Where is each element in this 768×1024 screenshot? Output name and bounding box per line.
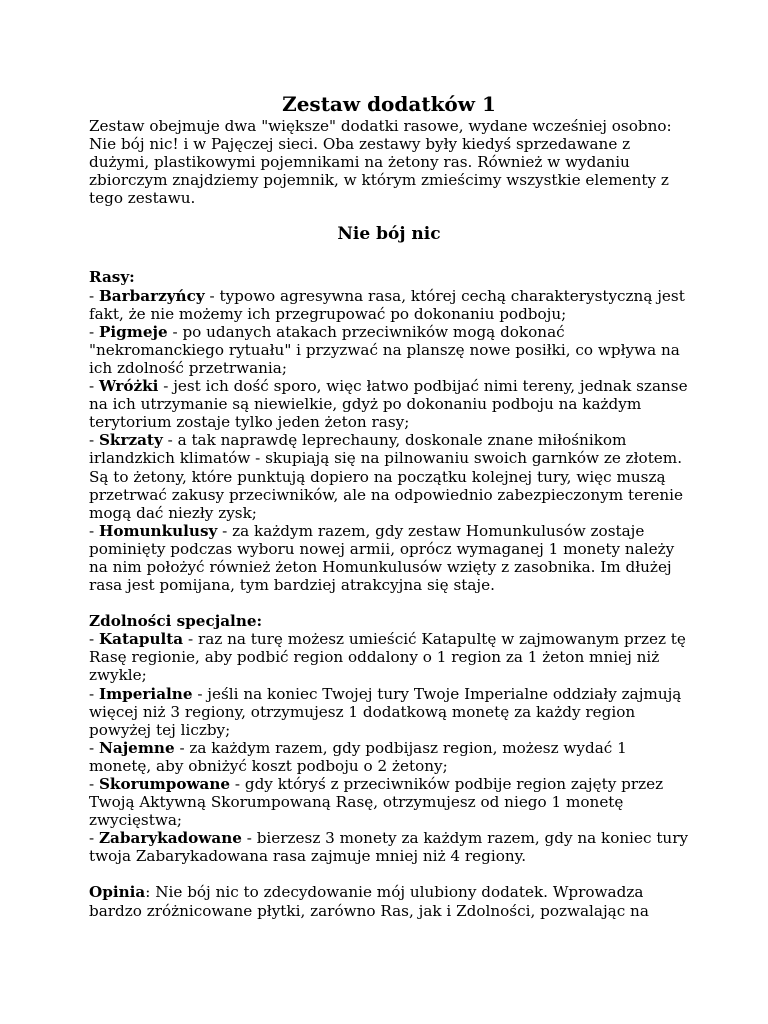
power-name: Imperialne [98,684,193,703]
intro-paragraph: Zestaw obejmuje dwa "większe" dodatki rasowe, wydane wcześniej osobno: Nie bój nic! i w Pajęczej sieci. Oba zestawy były kiedyś sprzedawane z dużymi, plastikowymi pojemnikami na żetony ras. Również w wydaniu zbiorczym znajdziemy pojemnik, w którym zmieścimy wszystkie elementy z tego zestawu. [89,117,672,208]
power-name: Najemne [98,738,175,757]
race-name: Wróżki [98,377,159,396]
race-name: Homunkulusy [98,521,218,540]
power-description: - raz na turę możesz umieścić Katapultę w zajmowanym przez tę Rasę regionie, aby podbić region oddalony o 1 region za 1 żeton mniej niż zwykle; [89,630,686,685]
race-description: - a tak naprawdę leprechauny, doskonale znane miłośnikom irlandzkich klimatów - skupiają się na pilnowaniu swoich garnków ze złotem. Są to żetony, które punktują dopiero na początku kolejnej tury, więc muszą przetrwać zakusy przeciwników, ale na odpowiednio zabezpieczonym terenie mogą dać niezły zysk; [89,431,683,522]
races-section [89,268,689,594]
list-item: - Skrzaty - a tak naprawdę leprechauny, doskonale znane miłośnikom irlandzkich klimatów - skupiają się na pilnowaniu swoich garnków ze złotem. Są to żetony, które punktują dopiero na początku kolejnej tury, więc muszą przetrwać zakusy przeciwników, ale na odpowiednio zabezpieczonym terenie mogą dać niezły zysk; [89,431,683,522]
powers-section [89,612,689,865]
power-description: - gdy któryś z przeciwników podbije region zajęty przez Twoją Aktywną Skorumpowaną Rasę, otrzymujesz od niego 1 monetę zwycięstwa; [89,775,664,830]
list-item: - Zabarykadowane - bierzesz 3 monety za każdym razem, gdy na koniec tury twoja Zabarykadowana rasa zajmuje mniej niż 4 regiony. [89,829,689,866]
power-name: Zabarykadowane [98,829,242,848]
list-item: - Wróżki - jest ich dość sporo, więc łatwo podbijać nimi tereny, jednak szanse na ich utrzymanie są niewielkie, gdyż po dokonaniu podboju na każdym terytorium zostaje tylko jeden żeton rasy; [89,377,688,432]
race-name: Barbarzyńcy [98,286,205,305]
list-item: - Pigmeje - po udanych atakach przeciwników mogą dokonać "nekromanckiego rytuału" i przyzwać na planszę nowe posiłki, co wpływa na ich zdolność przetrwania; [89,322,680,377]
race-description: - typowo agresywna rasa, której cechą charakterystyczną jest fakt, że nie możemy ich przegrupować po dokonaniu podboju; [89,286,685,323]
race-description: - jest ich dość sporo, więc łatwo podbijać nimi tereny, jednak szanse na ich utrzymanie są niewielkie, gdyż po dokonaniu podboju na każdym terytorium zostaje tylko jeden żeton rasy; [89,377,688,432]
race-description: - po udanych atakach przeciwników mogą dokonać "nekromanckiego rytuału" i przyzwać na planszę nowe posiłki, co wpływa na ich zdolność przetrwania; [89,322,680,377]
power-description: - bierzesz 3 monety za każdym razem, gdy na koniec tury twoja Zabarykadowana rasa zajmuje mniej niż 4 regiony. [89,829,689,866]
document-page [89,92,689,920]
power-description: - za każdym razem, gdy podbijasz region, możesz wydać 1 monetę, aby obniżyć koszt podboju o 2 żetony; [89,738,627,775]
list-item: - Homunkulusy - za każdym razem, gdy zestaw Homunkulusów zostaje pominięty podczas wyboru nowej armii, oprócz wymaganej 1 monety należy na nim położyć również żeton Homunkulusów wzięty z zasobnika. Im dłużej rasa jest pomijana, tym bardziej atrakcyjna się staje. [89,521,675,595]
opinion-text: : Nie bój nic to zdecydowanie mój ulubiony dodatek. Wprowadza bardzo zróżnicowane płytki, zarówno Ras, jak i Zdolności, pozwalając na [89,883,649,920]
race-name: Skrzaty [98,431,163,450]
list-item: - Imperialne - jeśli na koniec Twojej tury Twoje Imperialne oddziały zajmują więcej niż 3 regiony, otrzymujesz 1 dodatkową monetę za każdy region powyżej tej liczby; [89,684,682,739]
races-heading: Rasy: [89,268,135,287]
powers-heading: Zdolności specjalne: [89,612,263,631]
list-item: - Najemne - za każdym razem, gdy podbijasz region, możesz wydać 1 monetę, aby obniżyć koszt podboju o 2 żetony; [89,738,627,775]
list-item: - Katapulta - raz na turę możesz umieścić Katapultę w zajmowanym przez tę Rasę regionie, aby podbić region oddalony o 1 region za 1 żeton mniej niż zwykle; [89,630,686,685]
power-description: - jeśli na koniec Twojej tury Twoje Imperialne oddziały zajmują więcej niż 3 regiony, otrzymujesz 1 dodatkową monetę za każdy region powyżej tej liczby; [89,684,682,739]
power-name: Skorumpowane [98,775,231,793]
race-name: Pigmeje [98,322,168,341]
list-item: - Skorumpowane - gdy któryś z przeciwników podbije region zajęty przez Twoją Aktywną Skorumpowaną Rasę, otrzymujesz od niego 1 monetę zwycięstwa; [89,775,664,830]
document-title: Zestaw dodatków 1 [282,92,496,116]
race-description: - za każdym razem, gdy zestaw Homunkulusów zostaje pominięty podczas wyboru nowej armii, oprócz wymaganej 1 monety należy na nim położyć również żeton Homunkulusów wzięty z zasobnika. Im dłużej rasa jest pomijana, tym bardziej atrakcyjna się staje. [89,521,675,595]
opinion-paragraph [89,883,689,919]
paragraph-gap [89,865,689,883]
power-name: Katapulta [98,630,184,649]
opinion-label: Opinia [89,883,146,902]
section-title: Nie bój nic [337,224,441,245]
list-item: - Barbarzyńcy - typowo agresywna rasa, której cechą charakterystyczną jest fakt, że nie możemy ich przegrupować po dokonaniu podboju; [89,286,685,323]
paragraph-gap [89,594,689,612]
